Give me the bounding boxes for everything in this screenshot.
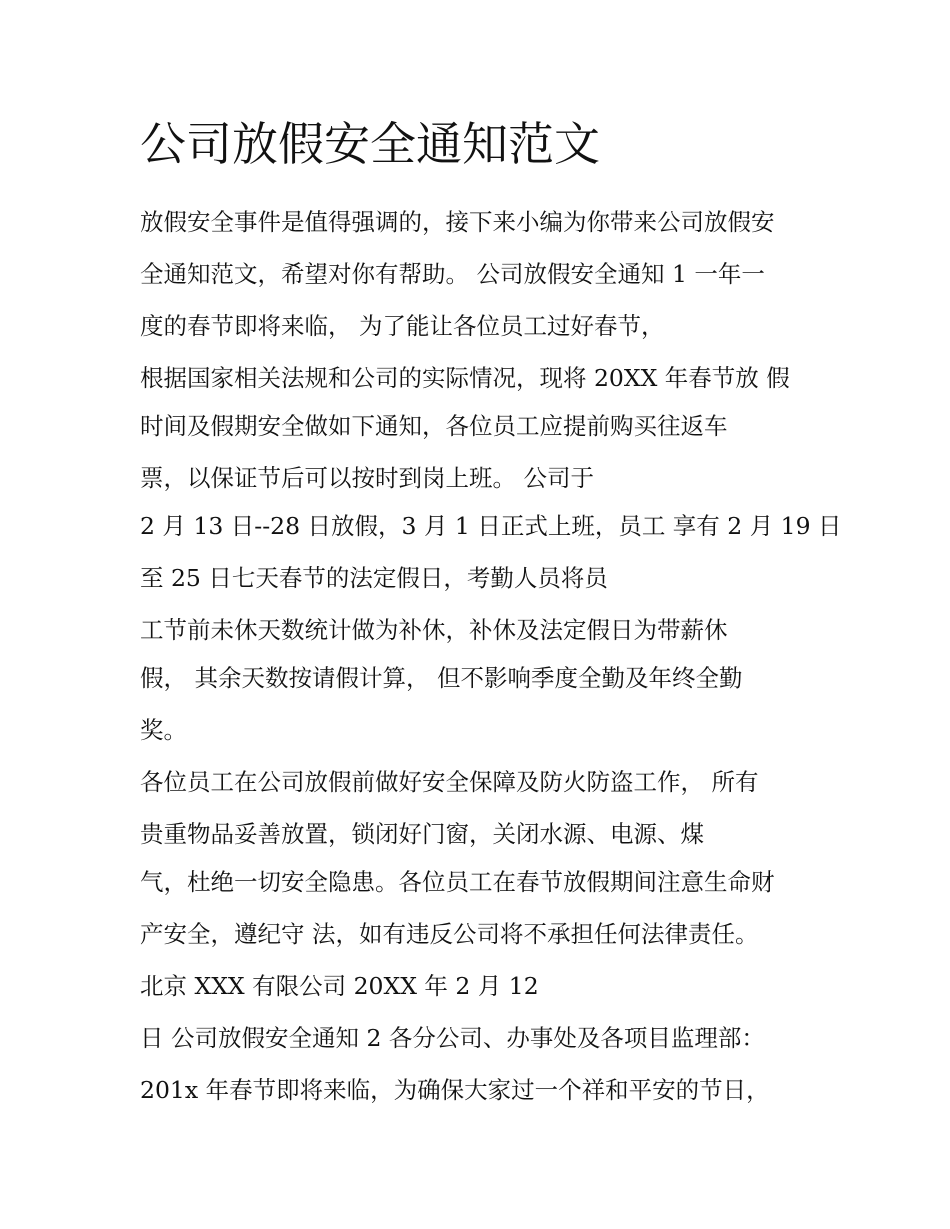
body-line: 至 25 日七天春节的法定假日，考勤人员将员: [140, 564, 608, 592]
body-line: 2 月 13 日--28 日放假，3 月 1 日正式上班，员工 享有 2 月 19 日: [140, 512, 842, 540]
page-title: 公司放假安全通知范文: [140, 117, 600, 171]
body-line: 工节前未休天数统计做为补休，补休及法定假日为带薪休: [140, 616, 728, 644]
body-line: 贵重物品妥善放置，锁闭好门窗，关闭水源、电源、煤: [140, 820, 704, 848]
body-line: 时间及假期安全做如下通知，各位员工应提前购买往返车: [140, 412, 728, 440]
body-line: 放假安全事件是值得强调的，接下来小编为你带来公司放假安: [140, 208, 775, 236]
body-line: 度的春节即将来临， 为了能让各位员工过好春节，: [140, 312, 665, 340]
signature-line: 北京 XXX 有限公司 20XX 年 2 月 12: [140, 972, 539, 1000]
body-line: 票，以保证节后可以按时到岗上班。 公司于: [140, 464, 594, 492]
body-line: 假， 其余天数按请假计算， 但不影响季度全勤及年终全勤: [140, 664, 743, 692]
body-line: 全通知范文，希望对你有帮助。 公司放假安全通知 1 一年一: [140, 260, 765, 288]
body-line: 201x 年春节即将来临，为确保大家过一个祥和平安的节日，: [140, 1076, 770, 1104]
body-line: 根据国家相关法规和公司的实际情况，现将 20XX 年春节放 假: [140, 364, 790, 392]
body-line: 产安全，遵纪守 法，如有违反公司将不承担任何法律责任。: [140, 920, 759, 948]
body-line: 各位员工在公司放假前做好安全保障及防火防盗工作， 所有: [140, 768, 759, 796]
body-line: 气，杜绝一切安全隐患。各位员工在春节放假期间注意生命财: [140, 868, 775, 896]
body-line: 日 公司放假安全通知 2 各分公司、办事处及各项目监理部：: [140, 1024, 765, 1052]
body-line: 奖。: [140, 716, 187, 744]
